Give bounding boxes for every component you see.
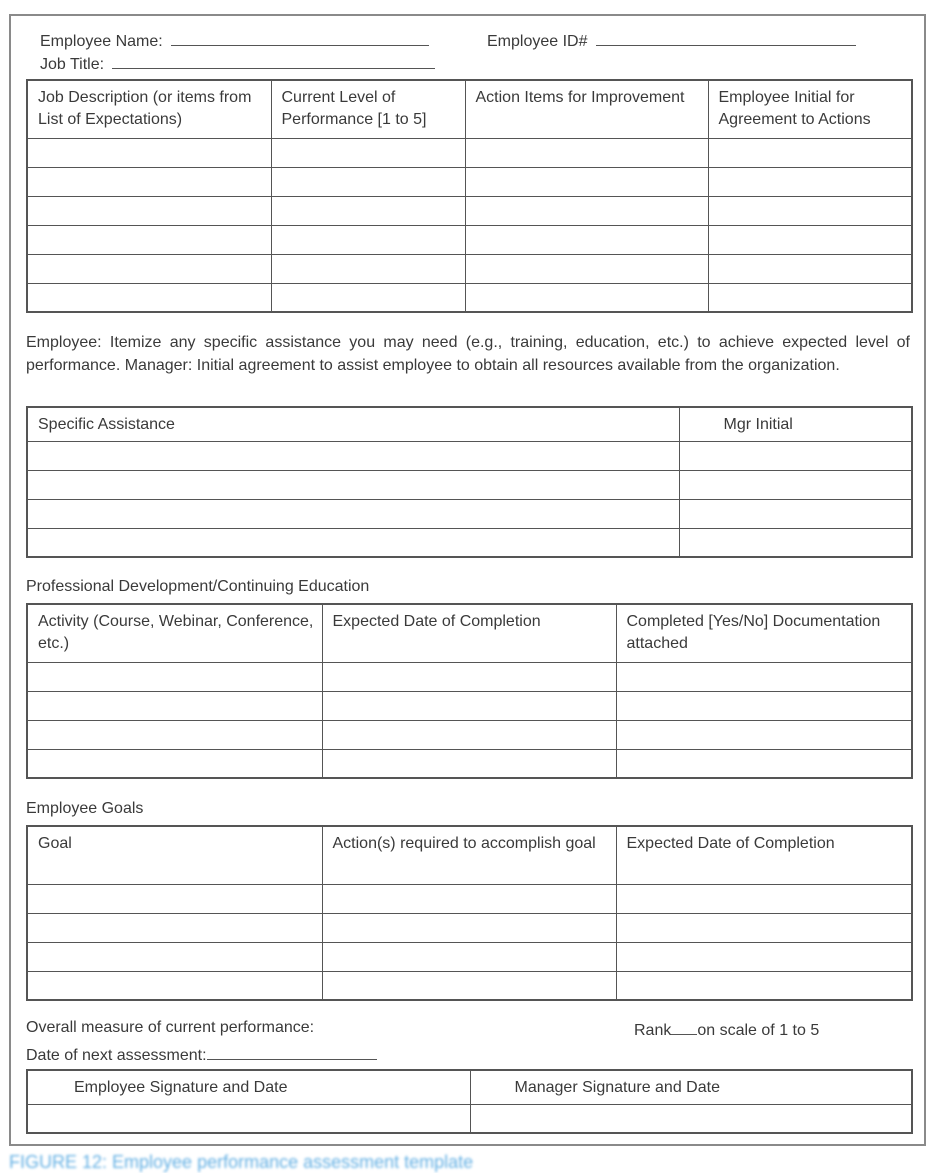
table-row [27,441,912,470]
table-cell[interactable] [616,749,912,778]
column-header: Employee Initial for Agreement to Actions [708,80,912,138]
column-header: Job Description (or items from List of Expectations) [27,80,271,138]
overall-measure-label: Overall measure of current performance: [26,1019,315,1036]
table-row [27,167,912,196]
table-cell[interactable] [679,528,912,557]
employee-name-label: Employee Name: [40,33,163,50]
table-cell[interactable] [27,283,271,312]
development-heading: Professional Development/Continuing Education [26,578,370,595]
table-header-row [27,826,912,884]
table-cell[interactable] [679,470,912,499]
table-cell[interactable] [708,225,912,254]
table-cell[interactable] [322,662,616,691]
job-title-field[interactable] [112,51,435,69]
table-cell[interactable] [616,691,912,720]
table-row [27,196,912,225]
goals-table [26,825,913,1001]
table-row [27,884,912,913]
table-cell[interactable] [271,167,465,196]
assistance-instructions: Employee: Itemize any specific assistance you may need (e.g., training, education, etc.) to achieve expected level of performance. Manager: Initial agreement to assist employee to obtain all resources available from the organization. [26,334,910,374]
column-header: Goal [27,826,322,884]
employee-name-field[interactable] [171,28,429,46]
employee-id-row [487,28,856,53]
table-cell[interactable] [322,971,616,1000]
table-row [27,470,912,499]
table-cell[interactable] [27,884,322,913]
column-header: Expected Date of Completion [322,604,616,662]
table-cell[interactable] [616,971,912,1000]
table-cell[interactable] [271,254,465,283]
table-header-row [27,407,912,441]
table-cell[interactable] [27,691,322,720]
table-cell[interactable] [708,283,912,312]
column-header: Manager Signature and Date [470,1070,912,1104]
table-cell[interactable] [27,662,322,691]
table-cell[interactable] [27,225,271,254]
table-header-row [27,604,912,662]
table-row [27,942,912,971]
rank-row [634,1017,819,1042]
job-title-label: Job Title: [40,56,105,73]
table-cell[interactable] [271,196,465,225]
table-cell[interactable] [271,138,465,167]
column-header: Completed [Yes/No] Documentation attached [616,604,912,662]
table-cell[interactable] [616,884,912,913]
table-cell[interactable] [322,942,616,971]
expectations-table [26,79,913,313]
assistance-table [26,406,913,558]
next-assessment-field[interactable] [207,1042,377,1060]
table-row [27,720,912,749]
table-row [27,225,912,254]
employee-signature-cell[interactable] [27,1104,470,1133]
signature-table [26,1069,913,1134]
employee-id-field[interactable] [596,28,856,46]
table-cell[interactable] [616,942,912,971]
table-cell[interactable] [27,254,271,283]
table-cell[interactable] [27,942,322,971]
table-cell[interactable] [322,749,616,778]
table-row [27,283,912,312]
table-cell[interactable] [27,167,271,196]
table-cell[interactable] [271,283,465,312]
table-cell[interactable] [27,971,322,1000]
manager-signature-cell[interactable] [470,1104,912,1133]
table-cell[interactable] [27,499,679,528]
goals-heading: Employee Goals [26,800,144,817]
table-cell[interactable] [27,720,322,749]
next-assessment-row [26,1042,377,1067]
job-title-row [40,51,435,76]
column-header: Expected Date of Completion [616,826,912,884]
table-cell[interactable] [27,441,679,470]
table-cell[interactable] [679,499,912,528]
figure-caption: FIGURE 12: Employee performance assessment template [9,1152,474,1172]
table-row [27,138,912,167]
column-header: Activity (Course, Webinar, Conference, etc.) [27,604,322,662]
table-cell[interactable] [708,196,912,225]
table-cell[interactable] [27,196,271,225]
table-cell[interactable] [27,913,322,942]
table-row [27,528,912,557]
table-cell[interactable] [465,196,708,225]
development-table [26,603,913,779]
table-cell[interactable] [465,167,708,196]
table-cell[interactable] [708,167,912,196]
table-cell[interactable] [322,884,616,913]
table-cell[interactable] [616,720,912,749]
rank-prefix: Rank [634,1022,672,1039]
table-cell[interactable] [616,662,912,691]
rank-suffix: on scale of 1 to 5 [697,1022,820,1039]
table-row [27,1104,912,1133]
table-cell[interactable] [679,441,912,470]
employee-name-row [40,28,429,53]
table-row [27,691,912,720]
table-cell[interactable] [616,913,912,942]
table-header-row [27,80,912,138]
table-cell[interactable] [465,225,708,254]
table-row [27,749,912,778]
table-cell[interactable] [27,749,322,778]
table-cell[interactable] [27,528,679,557]
column-header: Mgr Initial [679,407,912,441]
table-header-row [27,1070,912,1104]
table-cell[interactable] [708,254,912,283]
column-header: Specific Assistance [27,407,679,441]
column-header: Action Items for Improvement [465,80,708,138]
table-cell[interactable] [322,691,616,720]
table-row [27,662,912,691]
table-cell[interactable] [322,913,616,942]
table-row [27,499,912,528]
column-header: Employee Signature and Date [27,1070,470,1104]
next-assessment-label: Date of next assessment: [26,1047,207,1064]
table-cell[interactable] [271,225,465,254]
table-row [27,971,912,1000]
rank-field[interactable] [671,1017,697,1035]
table-cell[interactable] [708,138,912,167]
table-cell[interactable] [322,720,616,749]
table-cell[interactable] [27,470,679,499]
column-header: Action(s) required to accomplish goal [322,826,616,884]
column-header: Current Level of Performance [1 to 5] [271,80,465,138]
table-row [27,254,912,283]
table-cell[interactable] [465,138,708,167]
table-cell[interactable] [465,283,708,312]
employee-id-label: Employee ID# [487,33,588,50]
table-row [27,913,912,942]
table-cell[interactable] [465,254,708,283]
table-cell[interactable] [27,138,271,167]
